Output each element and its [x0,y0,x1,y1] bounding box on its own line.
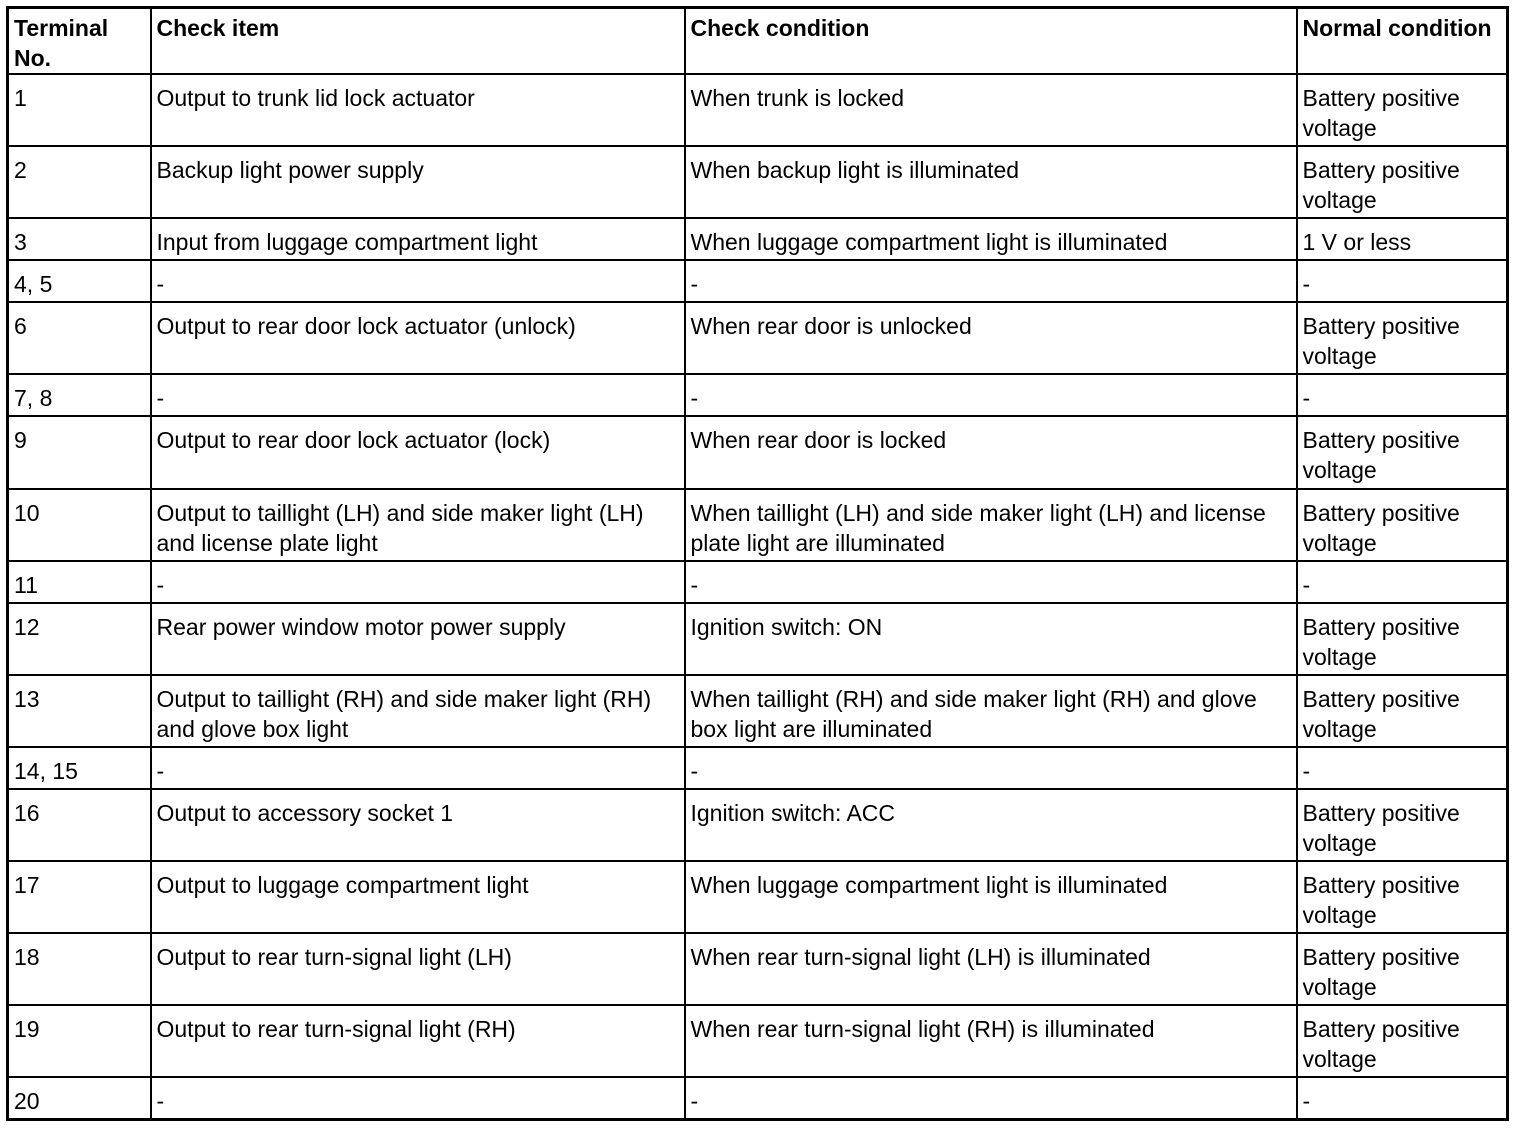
normal-condition-cell: Battery positive voltage [1297,603,1508,675]
table-row [8,302,1508,374]
check-item-cell: - [151,561,685,603]
check-condition-cell: - [685,374,1297,416]
table-row [8,260,1508,302]
normal-condition-cell: Battery positive voltage [1297,489,1508,561]
check-condition-cell: When rear turn-signal light (LH) is illuminated [685,933,1297,1005]
check-item-cell: Output to luggage compartment light [151,861,685,933]
header-row [8,8,1508,75]
check-item-cell: Output to accessory socket 1 [151,789,685,861]
normal-condition-cell: Battery positive voltage [1297,416,1508,488]
check-item-cell: - [151,747,685,789]
check-condition-cell: - [685,1077,1297,1119]
normal-condition-cell: - [1297,1077,1508,1119]
table-row [8,1005,1508,1077]
table-row [8,789,1508,861]
normal-condition-cell: Battery positive voltage [1297,861,1508,933]
terminal-no-cell: 11 [8,561,151,603]
check-condition-cell: - [685,260,1297,302]
check-condition-cell: When luggage compartment light is illuminated [685,861,1297,933]
header-check-item: Check item [151,8,685,75]
terminal-no-cell: 18 [8,933,151,1005]
check-item-cell: Output to rear door lock actuator (unlock) [151,302,685,374]
check-item-cell: - [151,1077,685,1119]
table-row [8,861,1508,933]
table-row [8,1077,1508,1119]
check-condition-cell: - [685,747,1297,789]
check-condition-cell: When rear door is locked [685,416,1297,488]
terminal-no-cell: 20 [8,1077,151,1119]
header-check-condition: Check condition [685,8,1297,75]
table-row [8,603,1508,675]
check-item-cell: Output to rear turn-signal light (LH) [151,933,685,1005]
header-normal-condition: Normal condition [1297,8,1508,75]
table-row [8,74,1508,146]
header-terminal-no: Terminal No. [8,8,151,75]
table-row [8,747,1508,789]
terminal-check-table [6,6,1509,1121]
check-item-cell: Backup light power supply [151,146,685,218]
check-condition-cell: When rear door is unlocked [685,302,1297,374]
terminal-no-cell: 16 [8,789,151,861]
table-row [8,675,1508,747]
terminal-no-cell: 3 [8,218,151,260]
check-condition-cell: - [685,561,1297,603]
normal-condition-cell: Battery positive voltage [1297,302,1508,374]
normal-condition-cell: Battery positive voltage [1297,933,1508,1005]
table-row [8,489,1508,561]
terminal-no-cell: 17 [8,861,151,933]
table-row [8,561,1508,603]
normal-condition-cell: Battery positive voltage [1297,146,1508,218]
check-item-cell: - [151,374,685,416]
check-item-cell: Output to rear door lock actuator (lock) [151,416,685,488]
terminal-no-cell: 13 [8,675,151,747]
terminal-no-cell: 10 [8,489,151,561]
check-condition-cell: When taillight (RH) and side maker light (RH) and glove box light are illuminated [685,675,1297,747]
check-item-cell: Output to taillight (RH) and side maker light (RH) and glove box light [151,675,685,747]
table-row [8,218,1508,260]
check-condition-cell: When rear turn-signal light (RH) is illuminated [685,1005,1297,1077]
table-row [8,146,1508,218]
check-condition-cell: Ignition switch: ACC [685,789,1297,861]
terminal-no-cell: 6 [8,302,151,374]
check-item-cell: Input from luggage compartment light [151,218,685,260]
normal-condition-cell: Battery positive voltage [1297,74,1508,146]
terminal-no-cell: 2 [8,146,151,218]
table-row [8,416,1508,488]
check-item-cell: Output to rear turn-signal light (RH) [151,1005,685,1077]
normal-condition-cell: - [1297,260,1508,302]
check-item-cell: - [151,260,685,302]
table-row [8,933,1508,1005]
check-item-cell: Output to taillight (LH) and side maker light (LH) and license plate light [151,489,685,561]
terminal-no-cell: 9 [8,416,151,488]
terminal-no-cell: 12 [8,603,151,675]
check-condition-cell: Ignition switch: ON [685,603,1297,675]
terminal-no-cell: 4, 5 [8,260,151,302]
normal-condition-cell: Battery positive voltage [1297,675,1508,747]
table-body [8,74,1508,1120]
terminal-no-cell: 14, 15 [8,747,151,789]
terminal-table-container [6,6,1506,1121]
normal-condition-cell: Battery positive voltage [1297,789,1508,861]
table-row [8,374,1508,416]
check-item-cell: Output to trunk lid lock actuator [151,74,685,146]
check-condition-cell: When trunk is locked [685,74,1297,146]
normal-condition-cell: - [1297,374,1508,416]
normal-condition-cell: - [1297,561,1508,603]
check-item-cell: Rear power window motor power supply [151,603,685,675]
normal-condition-cell: 1 V or less [1297,218,1508,260]
check-condition-cell: When taillight (LH) and side maker light (LH) and license plate light are illuminated [685,489,1297,561]
check-condition-cell: When backup light is illuminated [685,146,1297,218]
normal-condition-cell: Battery positive voltage [1297,1005,1508,1077]
normal-condition-cell: - [1297,747,1508,789]
terminal-no-cell: 7, 8 [8,374,151,416]
check-condition-cell: When luggage compartment light is illuminated [685,218,1297,260]
terminal-no-cell: 19 [8,1005,151,1077]
terminal-no-cell: 1 [8,74,151,146]
